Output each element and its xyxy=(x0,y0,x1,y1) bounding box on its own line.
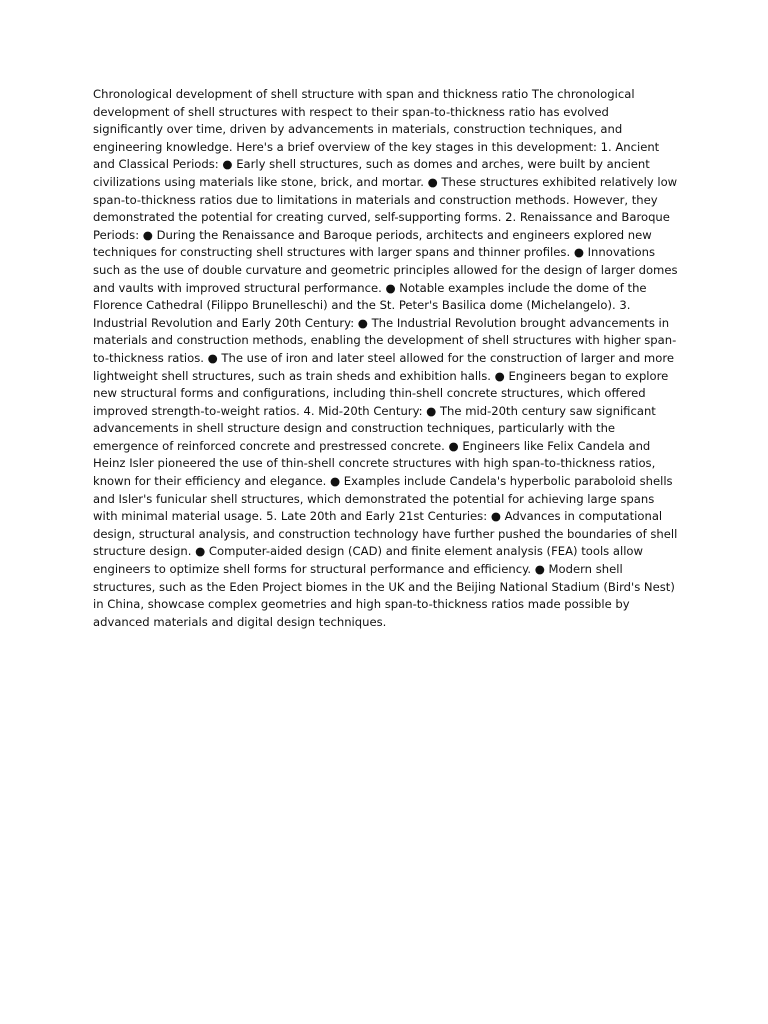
body-paragraph: Chronological development of shell structure with span and thickness ratio The chronological development of shell structures with respect to their span-to-thickness ratio has evolved significantly over time, driven by advancements in materials, construction techniques, and engineering knowledge. Here's a brief overview of the key stages in this development: 1. Ancient and Classical Periods: ● Early shell structures, such as domes and arches, were built by ancient civilizations using materials like stone, brick, and mortar. ● These structures exhibited relatively low span-to-thickness ratios due to limitations in materials and construction methods. However, they demonstrated the potential for creating curved, self-supporting forms. 2. Renaissance and Baroque Periods: ● During the Renaissance and Baroque periods, architects and engineers explored new techniques for constructing shell structures with larger spans and thinner profiles. ● Innovations such as the use of double curvature and geometric principles allowed for the design of larger domes and vaults with improved structural performance. ● Notable examples include the dome of the Florence Cathedral (Filippo Brunelleschi) and the St. Peter's Basilica dome (Michelangelo). 3. Industrial Revolution and Early 20th Century: ● The Industrial Revolution brought advancements in materials and construction methods, enabling the development of shell structures with higher span-to-thickness ratios. ● The use of iron and later steel allowed for the construction of larger and more lightweight shell structures, such as train sheds and exhibition halls. ● Engineers began to explore new structural forms and configurations, including thin-shell concrete structures, which offered improved strength-to-weight ratios. 4. Mid-20th Century: ● The mid-20th century saw significant advancements in shell structure design and construction techniques, particularly with the emergence of reinforced concrete and prestressed concrete. ● Engineers like Felix Candela and Heinz Isler pioneered the use of thin-shell concrete structures with high span-to-thickness ratios, known for their efficiency and elegance. ● Examples include Candela's hyperbolic paraboloid shells and Isler's funicular shell structures, which demonstrated the potential for achieving large spans with minimal material usage. 5. Late 20th and Early 21st Centuries: ● Advances in computational design, structural analysis, and construction technology have further pushed the boundaries of shell structure design. ● Computer-aided design (CAD) and finite element analysis (FEA) tools allow engineers to optimize shell forms for structural performance and efficiency. ● Modern shell structures, such as the Eden Project biomes in the UK and the Beijing National Stadium (Bird's Nest) in China, showcase complex geometries and high span-to-thickness ratios made possible by advanced materials and digital design techniques. xyxy=(93,87,678,629)
